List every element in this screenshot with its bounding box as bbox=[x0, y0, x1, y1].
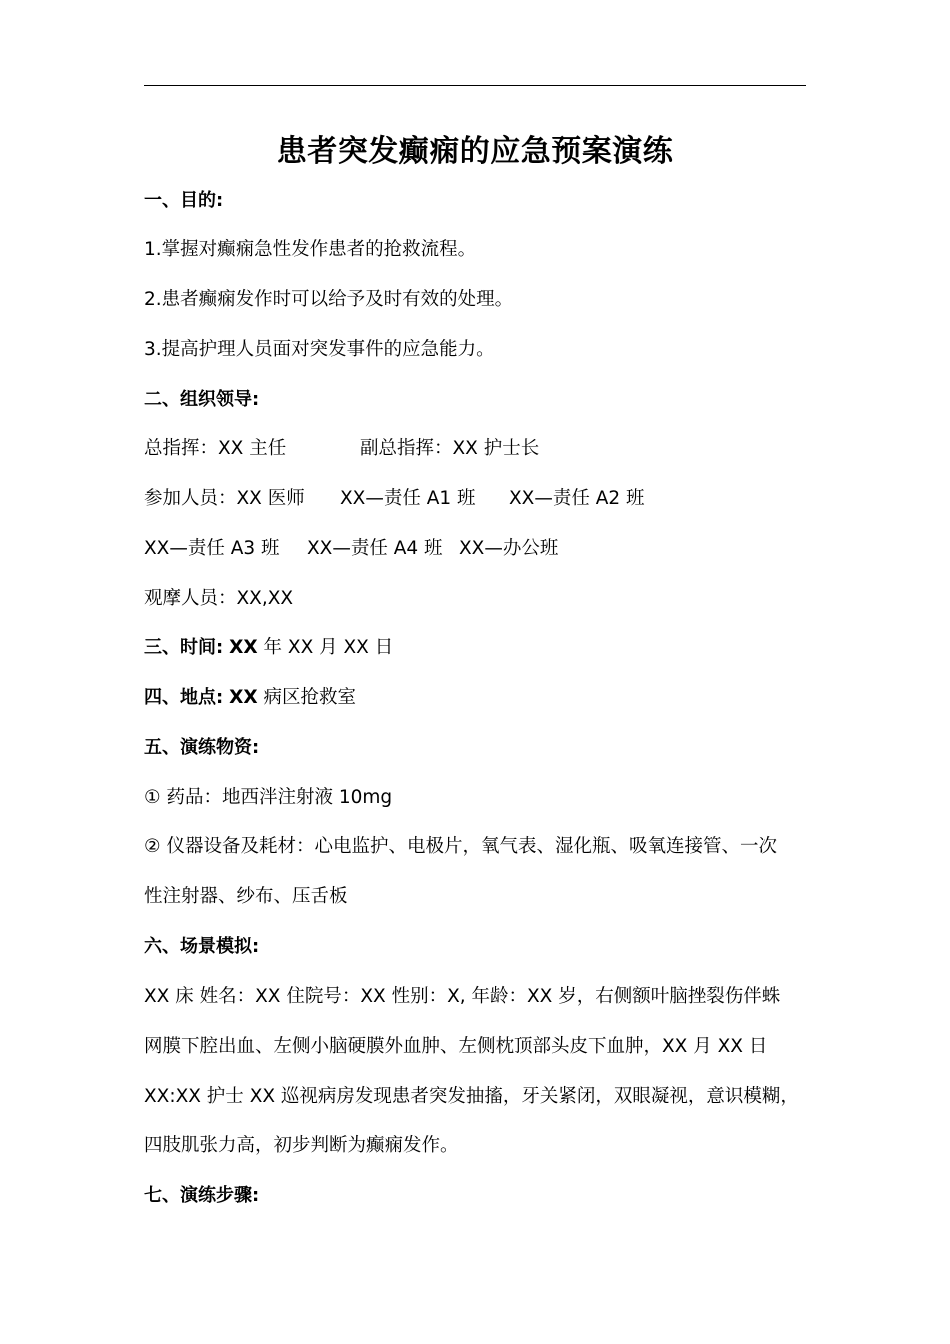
scenario-line-3: XX:XX 护士 XX 巡视病房发现患者突发抽搐，牙关紧闭，双眼凝视，意识模糊， bbox=[144, 1086, 799, 1107]
supplies-item-1: ① 药品：地西泮注射液 10mg bbox=[144, 787, 393, 808]
section-heading-organization: 二、组织领导: bbox=[144, 389, 260, 410]
participants-c: XX—责任 A2 班 bbox=[509, 488, 645, 509]
section-heading-location: 四、地点: bbox=[144, 687, 224, 708]
time-bold-value: XX bbox=[229, 637, 258, 658]
purpose-item-2: 2.患者癫痫发作时可以给予及时有效的处理。 bbox=[144, 289, 514, 310]
scenario-line-2: 网膜下腔出血、左侧小脑硬膜外血肿、左侧枕顶部头皮下血肿，XX 月 XX 日 bbox=[144, 1036, 768, 1057]
header-rule bbox=[144, 85, 806, 86]
time-value: 年 XX 月 XX 日 bbox=[263, 637, 394, 658]
supplies-item-2-line-2: 性注射器、纱布、压舌板 bbox=[144, 886, 348, 907]
section-heading-purpose: 一、目的: bbox=[144, 190, 224, 211]
location-line bbox=[144, 685, 356, 711]
section-heading-steps: 七、演练步骤: bbox=[144, 1185, 260, 1206]
scenario-line-4: 四肢肌张力高，初步判断为癫痫发作。 bbox=[144, 1135, 459, 1156]
observers-line: 观摩人员：XX,XX bbox=[144, 588, 294, 609]
participants-d: XX—责任 A3 班 bbox=[144, 538, 280, 559]
participants-a: 参加人员：XX 医师 bbox=[144, 488, 305, 509]
time-line bbox=[144, 635, 393, 661]
location-value: 病区抢救室 bbox=[263, 687, 357, 708]
location-bold-value: XX bbox=[229, 687, 258, 708]
vice-commander-text: 副总指挥：XX 护士长 bbox=[360, 438, 540, 459]
section-heading-supplies: 五、演练物资: bbox=[144, 737, 260, 758]
commander-line bbox=[144, 436, 286, 462]
participants-f: XX—办公班 bbox=[459, 538, 559, 559]
commander-text: 总指挥：XX 主任 bbox=[144, 438, 287, 459]
scenario-line-1: XX 床 姓名：XX 住院号：XX 性别：X, 年龄：XX 岁，右侧额叶脑挫裂伤伴蛛 bbox=[144, 986, 781, 1007]
section-heading-scenario: 六、场景模拟: bbox=[144, 936, 260, 957]
purpose-item-1: 1.掌握对癫痫急性发作患者的抢救流程。 bbox=[144, 239, 477, 260]
supplies-item-2-line-1: ② 仪器设备及耗材：心电监护、电极片，氧气表、湿化瓶、吸氧连接管、一次 bbox=[144, 836, 777, 857]
document-title: 患者突发癫痫的应急预案演练 bbox=[276, 134, 674, 169]
participants-e: XX—责任 A4 班 bbox=[307, 538, 443, 559]
participants-b: XX—责任 A1 班 bbox=[340, 488, 476, 509]
section-heading-time: 三、时间: bbox=[144, 637, 224, 658]
purpose-item-3: 3.提高护理人员面对突发事件的应急能力。 bbox=[144, 339, 495, 360]
